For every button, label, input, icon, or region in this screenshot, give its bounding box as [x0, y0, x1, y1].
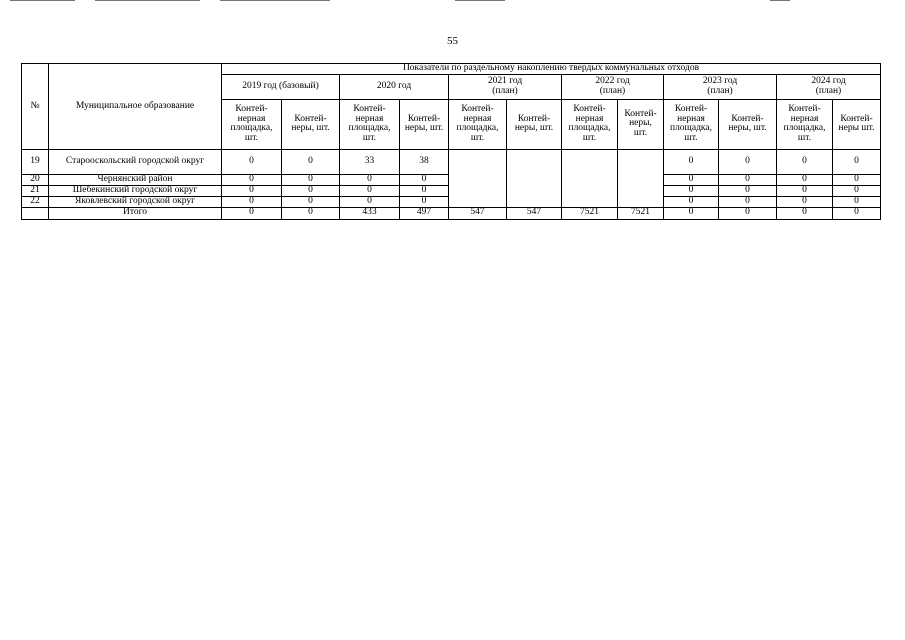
- waste-collection-table: [21, 63, 881, 220]
- page-number: 55: [447, 35, 458, 47]
- merged-cell-sites-2021: [449, 149, 507, 207]
- subheader-sites-2023: Контей- нерная площадка, шт.: [664, 99, 719, 149]
- total-containers-2023: 0: [719, 207, 777, 219]
- subheader-sites-2021: Контей- нерная площадка, шт.: [449, 99, 507, 149]
- subheader-containers-2023: Контей- неры, шт.: [719, 99, 777, 149]
- year-header-2022: 2022 год (план): [562, 74, 664, 99]
- column-header-municipality: Муниципальное образование: [49, 64, 222, 150]
- total-containers-2022: 7521: [618, 207, 664, 219]
- subheader-sites-2024: Контей- нерная площадка, шт.: [777, 99, 833, 149]
- municipality-name: Шебекинский городской округ: [49, 185, 222, 196]
- subheader-containers-2019: Контей- неры, шт.: [282, 99, 340, 149]
- cell-containers-2020: 38: [400, 149, 449, 174]
- total-containers-2019: 0: [282, 207, 340, 219]
- cell-containers-2020: 0: [400, 196, 449, 207]
- cell-sites-2019: 0: [222, 196, 282, 207]
- cell-containers-2020: 0: [400, 174, 449, 185]
- cell-sites-2020: 0: [340, 174, 400, 185]
- table-row: [22, 149, 881, 174]
- subheader-sites-2020: Контей- нерная площадка, шт.: [340, 99, 400, 149]
- cell-sites-2019: 0: [222, 185, 282, 196]
- indicators-group-header: Показатели по раздельному накоплению твердых коммунальных отходов: [222, 64, 881, 75]
- cell-containers-2024: 0: [833, 174, 881, 185]
- year-header-2019: 2019 год (базовый): [222, 74, 340, 99]
- year-header-2023: 2023 год (план): [664, 74, 777, 99]
- cell-sites-2020: 0: [340, 185, 400, 196]
- cell-containers-2019: 0: [282, 149, 340, 174]
- cell-containers-2023: 0: [719, 149, 777, 174]
- row-number: 19: [22, 149, 49, 174]
- top-edge-rule: [0, 0, 905, 2]
- total-sites-2022: 7521: [562, 207, 618, 219]
- total-sites-2019: 0: [222, 207, 282, 219]
- municipality-name: Старооскольский городской округ: [49, 149, 222, 174]
- cell-sites-2024: 0: [777, 174, 833, 185]
- total-sites-2024: 0: [777, 207, 833, 219]
- merged-cell-containers-2021: [507, 149, 562, 207]
- cell-sites-2023: 0: [664, 185, 719, 196]
- subheader-containers-2020: Контей- неры, шт.: [400, 99, 449, 149]
- header-row-1: [22, 64, 881, 75]
- cell-containers-2019: 0: [282, 185, 340, 196]
- row-number: 22: [22, 196, 49, 207]
- total-row: [22, 207, 881, 219]
- cell-containers-2023: 0: [719, 174, 777, 185]
- cell-containers-2024: 0: [833, 185, 881, 196]
- municipality-name: Яковлевский городской округ: [49, 196, 222, 207]
- total-containers-2024: 0: [833, 207, 881, 219]
- total-sites-2020: 433: [340, 207, 400, 219]
- cell-sites-2020: 33: [340, 149, 400, 174]
- municipality-name: Чернянский район: [49, 174, 222, 185]
- year-header-2020: 2020 год: [340, 74, 449, 99]
- total-containers-2020: 497: [400, 207, 449, 219]
- cell-containers-2023: 0: [719, 196, 777, 207]
- column-header-number: №: [22, 64, 49, 150]
- cell-containers-2024: 0: [833, 196, 881, 207]
- cell-sites-2019: 0: [222, 174, 282, 185]
- cell-sites-2023: 0: [664, 196, 719, 207]
- row-number: 21: [22, 185, 49, 196]
- cell-sites-2024: 0: [777, 149, 833, 174]
- cell-sites-2023: 0: [664, 149, 719, 174]
- cell-sites-2020: 0: [340, 196, 400, 207]
- subheader-sites-2022: Контей- нерная площадка, шт.: [562, 99, 618, 149]
- year-header-2021: 2021 год (план): [449, 74, 562, 99]
- cell-containers-2019: 0: [282, 196, 340, 207]
- cell-sites-2019: 0: [222, 149, 282, 174]
- subheader-sites-2019: Контей- нерная площадка, шт.: [222, 99, 282, 149]
- merged-cell-sites-2022: [562, 149, 618, 207]
- year-header-2024: 2024 год (план): [777, 74, 881, 99]
- total-label: Итого: [49, 207, 222, 219]
- total-containers-2021: 547: [507, 207, 562, 219]
- subheader-containers-2024: Контей- неры шт.: [833, 99, 881, 149]
- cell-sites-2023: 0: [664, 174, 719, 185]
- merged-cell-containers-2022: [618, 149, 664, 207]
- total-sites-2021: 547: [449, 207, 507, 219]
- total-sites-2023: 0: [664, 207, 719, 219]
- total-row-number-cell: [22, 207, 49, 219]
- cell-containers-2019: 0: [282, 174, 340, 185]
- cell-sites-2024: 0: [777, 185, 833, 196]
- cell-containers-2023: 0: [719, 185, 777, 196]
- subheader-containers-2021: Контей- неры, шт.: [507, 99, 562, 149]
- cell-containers-2024: 0: [833, 149, 881, 174]
- cell-containers-2020: 0: [400, 185, 449, 196]
- subheader-containers-2022: Контей- неры, шт.: [618, 99, 664, 149]
- cell-sites-2024: 0: [777, 196, 833, 207]
- row-number: 20: [22, 174, 49, 185]
